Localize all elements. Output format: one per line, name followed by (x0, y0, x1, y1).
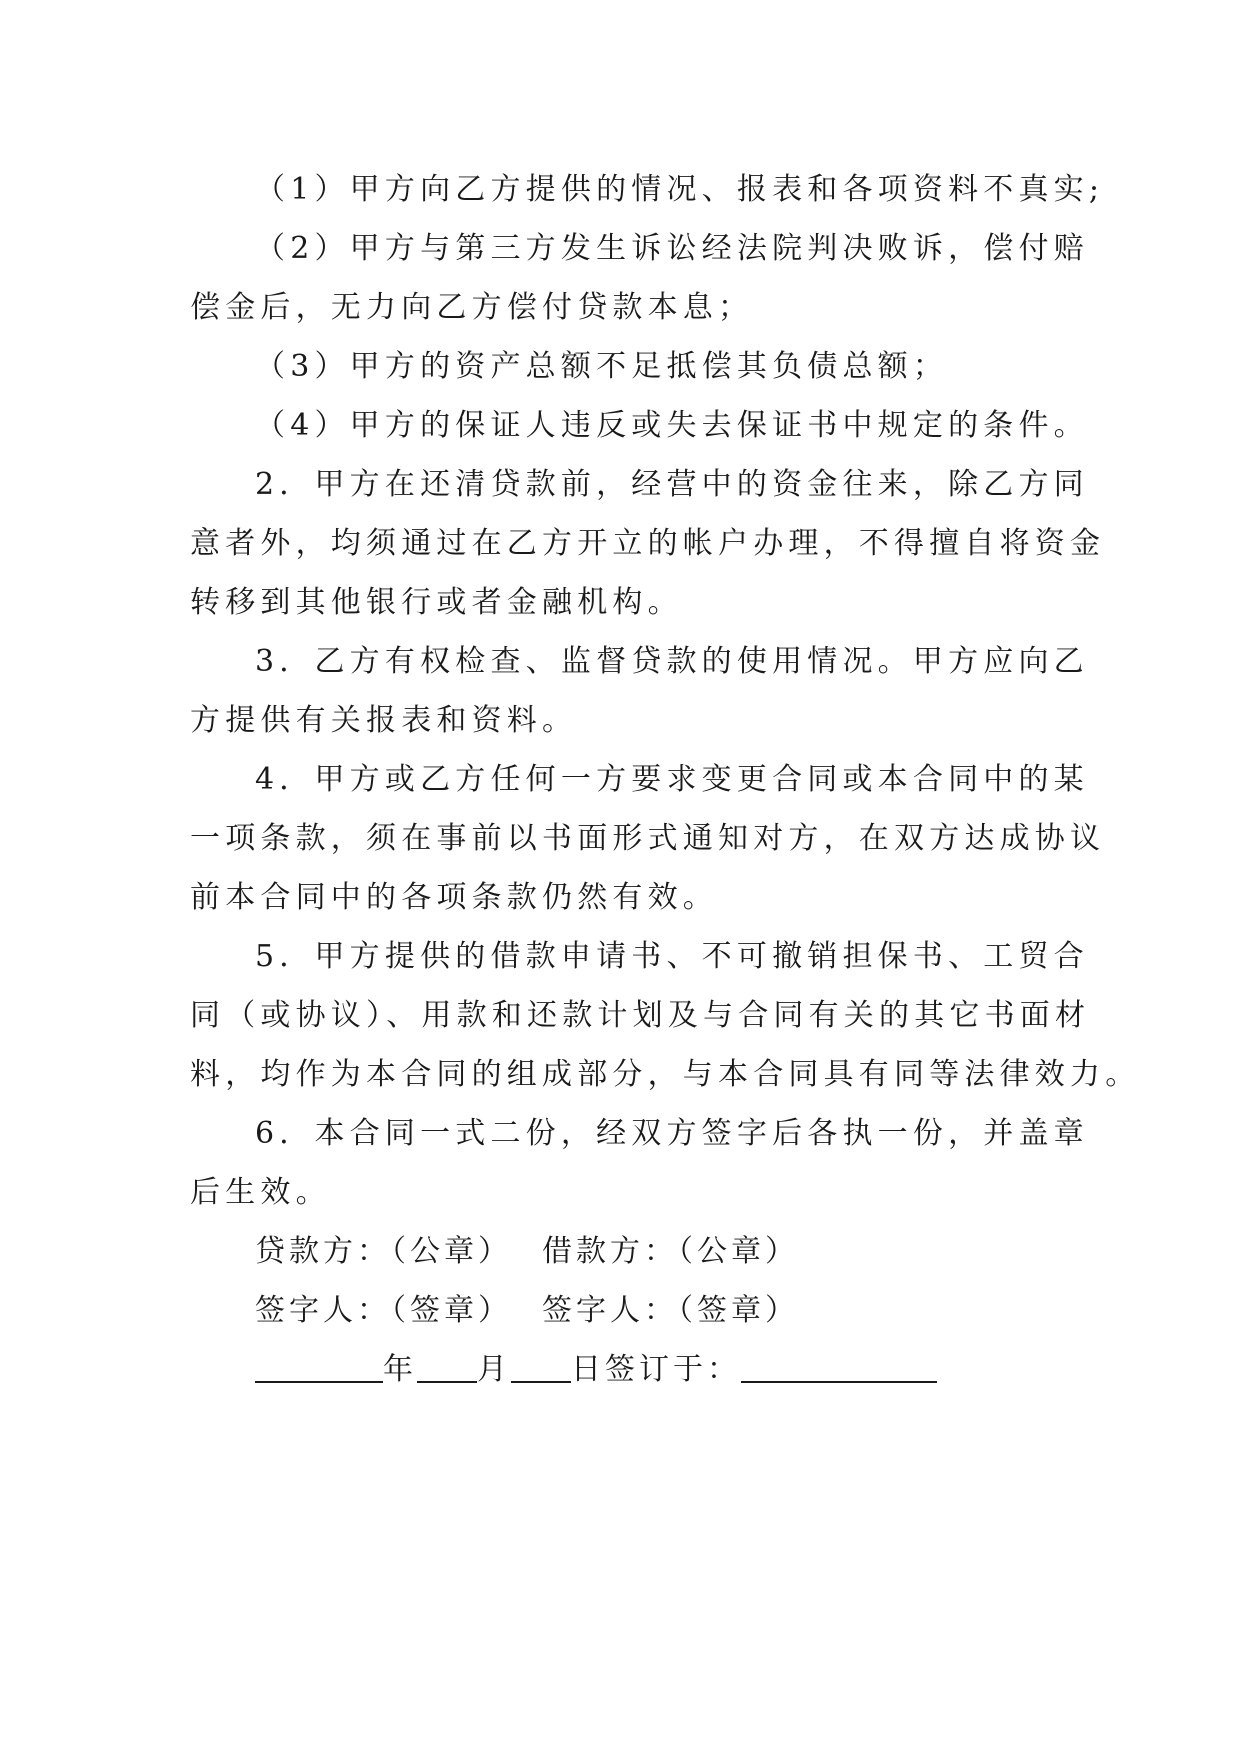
clause-1-1: （1）甲方向乙方提供的情况、报表和各项资料不真实; (255, 172, 1105, 207)
clause-1-2-cont: 偿金后，无力向乙方偿付贷款本息； (190, 290, 754, 325)
clause-5: 5．甲方提供的借款申请书、不可撤销担保书、工贸合 (255, 939, 1089, 974)
day-blank (511, 1351, 571, 1383)
month-blank (417, 1351, 477, 1383)
clause-1-3: （3）甲方的资产总额不足抵偿其负债总额； (255, 349, 949, 384)
borrower-signer: 签字人：（签章） (542, 1293, 799, 1328)
clause-5-cont-1: 同（或协议）、用款和还款计划及与合同有关的其它书面材 (190, 998, 1091, 1033)
clause-6-cont: 后生效。 (190, 1175, 331, 1210)
lender-seal: 贷款方：（公章） (255, 1234, 512, 1269)
clause-3: 3．乙方有权检查、监督贷款的使用情况。甲方应向乙 (255, 644, 1089, 679)
clause-4-cont-2: 前本合同中的各项条款仍然有效。 (190, 880, 718, 915)
clause-6: 6．本合同一式二份，经双方签字后各执一份，并盖章 (255, 1116, 1089, 1151)
year-blank (255, 1351, 383, 1383)
date-line (190, 1340, 1060, 1399)
lender-signer: 签字人：（签章） (255, 1293, 512, 1328)
clause-1-2: （2）甲方与第三方发生诉讼经法院判决败诉，偿付赔 (255, 231, 1089, 266)
clause-5-cont-2: 料，均作为本合同的组成部分，与本合同具有同等法律效力。 (190, 1057, 1141, 1092)
seal-line (190, 1222, 1060, 1281)
clause-3-cont: 方提供有关报表和资料。 (190, 703, 578, 738)
clause-2: 2．甲方在还清贷款前，经营中的资金往来，除乙方同 (255, 467, 1089, 502)
document-page (190, 160, 1141, 1399)
signer-line (190, 1281, 1060, 1340)
day-signed-at-label: 日签订于： (571, 1352, 741, 1387)
clause-2-cont-1: 意者外，均须通过在乙方开立的帐户办理，不得擅自将资金 (190, 526, 1106, 561)
clause-4: 4．甲方或乙方任何一方要求变更合同或本合同中的某 (255, 762, 1089, 797)
clause-1-4: （4）甲方的保证人违反或失去保证书中规定的条件。 (255, 408, 1089, 443)
clause-4-cont-1: 一项条款，须在事前以书面形式通知对方，在双方达成协议 (190, 821, 1106, 856)
month-label: 月 (477, 1352, 511, 1387)
location-blank (741, 1351, 937, 1383)
clause-2-cont-2: 转移到其他银行或者金融机构。 (190, 585, 683, 620)
borrower-seal: 借款方：（公章） (542, 1234, 799, 1269)
year-label: 年 (383, 1352, 417, 1387)
